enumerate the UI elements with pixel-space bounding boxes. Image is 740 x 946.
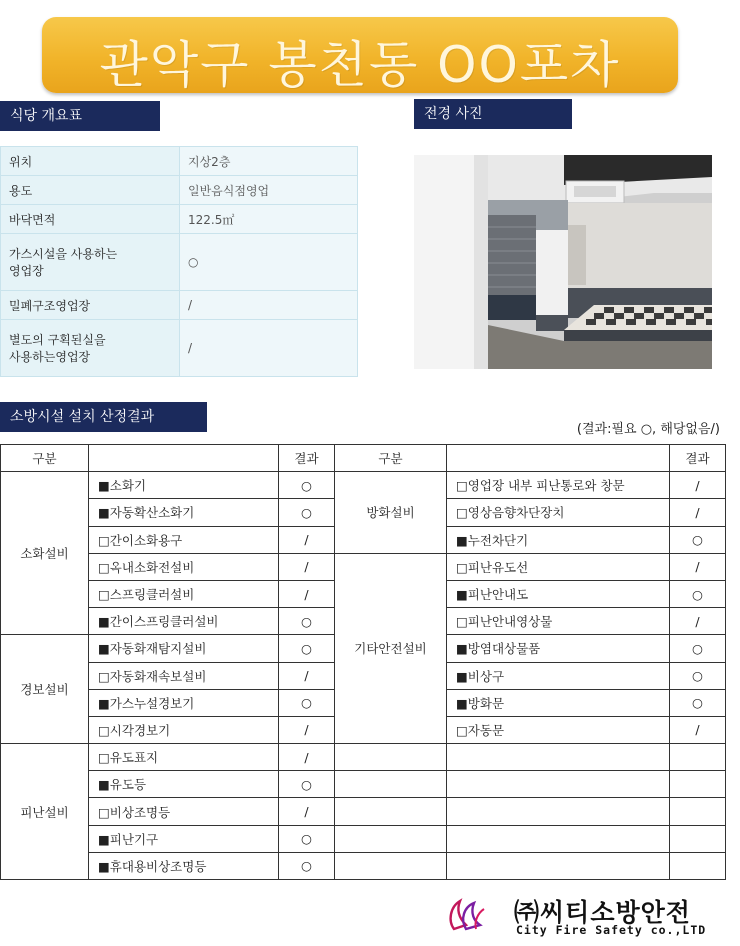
item-result: ○ (670, 689, 726, 716)
overview-key: 가스시설을 사용하는 영업장 (1, 234, 180, 291)
group-label: 기타안전설비 (335, 553, 447, 743)
empty-cell (447, 852, 670, 879)
item-result: ○ (279, 825, 335, 852)
overview-key: 밀폐구조영업장 (1, 291, 180, 320)
empty-cell (447, 744, 670, 771)
item-result: / (279, 553, 335, 580)
item-result: ○ (279, 771, 335, 798)
company-mark: ㈜ (514, 898, 541, 927)
item-result: ○ (670, 662, 726, 689)
overview-key: 별도의 구획된실을 사용하는영업장 (1, 320, 180, 377)
header-result: 결과 (279, 445, 335, 472)
item-label: ■가스누설경보기 (89, 689, 279, 716)
item-label: □유도표지 (89, 744, 279, 771)
item-label: □자동화재속보설비 (89, 662, 279, 689)
overview-table (0, 146, 358, 377)
company-logo (446, 893, 728, 941)
item-result: ○ (279, 472, 335, 499)
overview-value: / (180, 320, 358, 377)
overview-value: ○ (180, 234, 358, 291)
overview-value: 일반음식점영업 (180, 176, 358, 205)
empty-cell (670, 825, 726, 852)
item-result: ○ (670, 526, 726, 553)
item-label: □자동문 (447, 716, 670, 743)
header-category-2: 구분 (335, 445, 447, 472)
overview-value: / (180, 291, 358, 320)
item-label: □영업장 내부 피난통로와 창문 (447, 472, 670, 499)
table-row (1, 798, 726, 825)
item-label: ■피난기구 (89, 825, 279, 852)
result-section-label: 소방시설 설치 산정결과 (0, 402, 207, 432)
group-label: 소화설비 (1, 472, 89, 635)
item-label: ■유도등 (89, 771, 279, 798)
empty-cell (335, 825, 447, 852)
item-label: □피난안내영상물 (447, 608, 670, 635)
empty-cell (335, 852, 447, 879)
overview-key: 바닥면적 (1, 205, 180, 234)
item-label: ■자동화재탐지설비 (89, 635, 279, 662)
interior-photo (414, 155, 712, 369)
item-result: ○ (279, 499, 335, 526)
empty-cell (335, 798, 447, 825)
table-row (1, 472, 726, 499)
item-result: / (670, 472, 726, 499)
item-label: ■피난안내도 (447, 580, 670, 607)
item-label: □피난유도선 (447, 553, 670, 580)
table-row (1, 825, 726, 852)
item-result: ○ (670, 635, 726, 662)
table-header-row (1, 445, 726, 472)
flame-logo-icon (446, 895, 508, 935)
banner-title: 관악구 봉천동 OO포차 (99, 36, 621, 94)
result-legend-note: (결과:필요 ○, 해당없음/) (576, 422, 720, 437)
item-result: / (670, 553, 726, 580)
table-row (1, 852, 726, 879)
item-label: ■간이스프링클러설비 (89, 608, 279, 635)
item-label: □간이소화용구 (89, 526, 279, 553)
header-blank (89, 445, 279, 472)
overview-key: 용도 (1, 176, 180, 205)
overview-key: 위치 (1, 147, 180, 176)
empty-cell (447, 825, 670, 852)
empty-cell (670, 744, 726, 771)
item-result: ○ (670, 580, 726, 607)
item-result: / (279, 526, 335, 553)
empty-cell (447, 771, 670, 798)
fire-facility-table (0, 444, 726, 880)
empty-cell (447, 798, 670, 825)
item-label: ■방화문 (447, 689, 670, 716)
item-label: □스프링클러설비 (89, 580, 279, 607)
item-result: / (670, 608, 726, 635)
empty-cell (335, 771, 447, 798)
header-category: 구분 (1, 445, 89, 472)
empty-cell (670, 798, 726, 825)
item-label: □영상음향차단장치 (447, 499, 670, 526)
item-result: / (279, 716, 335, 743)
empty-cell (335, 744, 447, 771)
overview-value: 지상2층 (180, 147, 358, 176)
item-result: / (279, 662, 335, 689)
item-result: ○ (279, 852, 335, 879)
empty-cell (670, 771, 726, 798)
header-result-2: 결과 (670, 445, 726, 472)
item-label: ■소화기 (89, 472, 279, 499)
header-blank-2 (447, 445, 670, 472)
item-label: □옥내소화전설비 (89, 553, 279, 580)
photo-section-label: 전경 사진 (414, 99, 572, 129)
title-banner (42, 17, 678, 93)
item-result: ○ (279, 608, 335, 635)
item-label: ■휴대용비상조명등 (89, 852, 279, 879)
table-row (1, 553, 726, 580)
item-result: / (279, 798, 335, 825)
item-result: / (279, 580, 335, 607)
company-name-en: City Fire Safety co.,LTD (516, 923, 707, 937)
table-row (1, 771, 726, 798)
empty-cell (670, 852, 726, 879)
item-label: □비상조명등 (89, 798, 279, 825)
interior-photo-drawing (414, 155, 712, 369)
group-label: 방화설비 (335, 472, 447, 554)
item-result: / (670, 499, 726, 526)
group-label: 경보설비 (1, 635, 89, 744)
item-label: ■자동확산소화기 (89, 499, 279, 526)
item-label: ■방염대상물품 (447, 635, 670, 662)
item-result: / (279, 744, 335, 771)
item-result: ○ (279, 689, 335, 716)
group-label: 피난설비 (1, 744, 89, 880)
item-result: / (670, 716, 726, 743)
item-result: ○ (279, 635, 335, 662)
overview-value: 122.5㎡ (180, 205, 358, 234)
company-name-ko-text: 씨티소방안전 (540, 898, 691, 927)
item-label: ■누전차단기 (447, 526, 670, 553)
item-label: ■비상구 (447, 662, 670, 689)
overview-section-label: 식당 개요표 (0, 101, 160, 131)
table-row (1, 744, 726, 771)
item-label: □시각경보기 (89, 716, 279, 743)
